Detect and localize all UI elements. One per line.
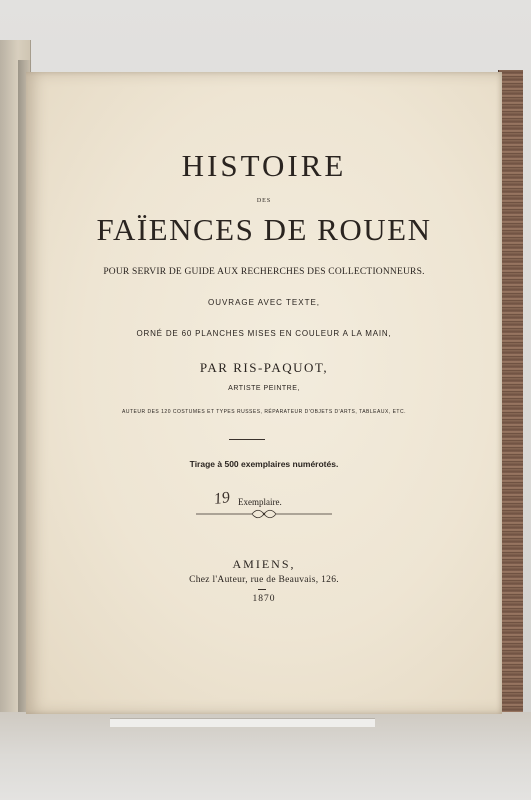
dash-divider bbox=[258, 589, 266, 590]
author-credits: AUTEUR DES 120 COSTUMES ET TYPES RUSSES, RÉPARATEUR D'OBJETS D'ARTS, TABLEAUX, ETC. bbox=[122, 409, 406, 415]
board-stripe bbox=[110, 718, 375, 727]
main-title: FAÏENCES DE ROUEN bbox=[96, 212, 432, 247]
divider-rule bbox=[229, 439, 265, 440]
publication-year: 1870 bbox=[252, 594, 276, 604]
title-histoire: HISTOIRE bbox=[181, 148, 347, 183]
title-page bbox=[26, 72, 502, 714]
author: PAR RIS-PAQUOT, bbox=[199, 360, 329, 375]
handwritten-copy-number: 19 bbox=[212, 488, 232, 509]
publication-city: AMIENS, bbox=[232, 557, 296, 571]
ornamental-flourish bbox=[194, 509, 334, 519]
subtitle: POUR SERVIR DE GUIDE AUX RECHERCHES DES COLLECTIONNEURS. bbox=[103, 267, 425, 277]
publisher-address: Chez l'Auteur, rue de Beauvais, 126. bbox=[189, 575, 339, 585]
title-des: DES bbox=[256, 198, 272, 204]
work-description: OUVRAGE AVEC TEXTE, bbox=[207, 298, 321, 307]
author-role: ARTISTE PEINTRE, bbox=[228, 385, 300, 392]
plates-description: ORNÉ DE 60 PLANCHES MISES EN COULEUR A LA MAIN, bbox=[136, 329, 392, 338]
print-run: Tirage à 500 exemplaires numérotés. bbox=[189, 459, 339, 469]
copy-label: Exemplaire. bbox=[238, 497, 282, 507]
